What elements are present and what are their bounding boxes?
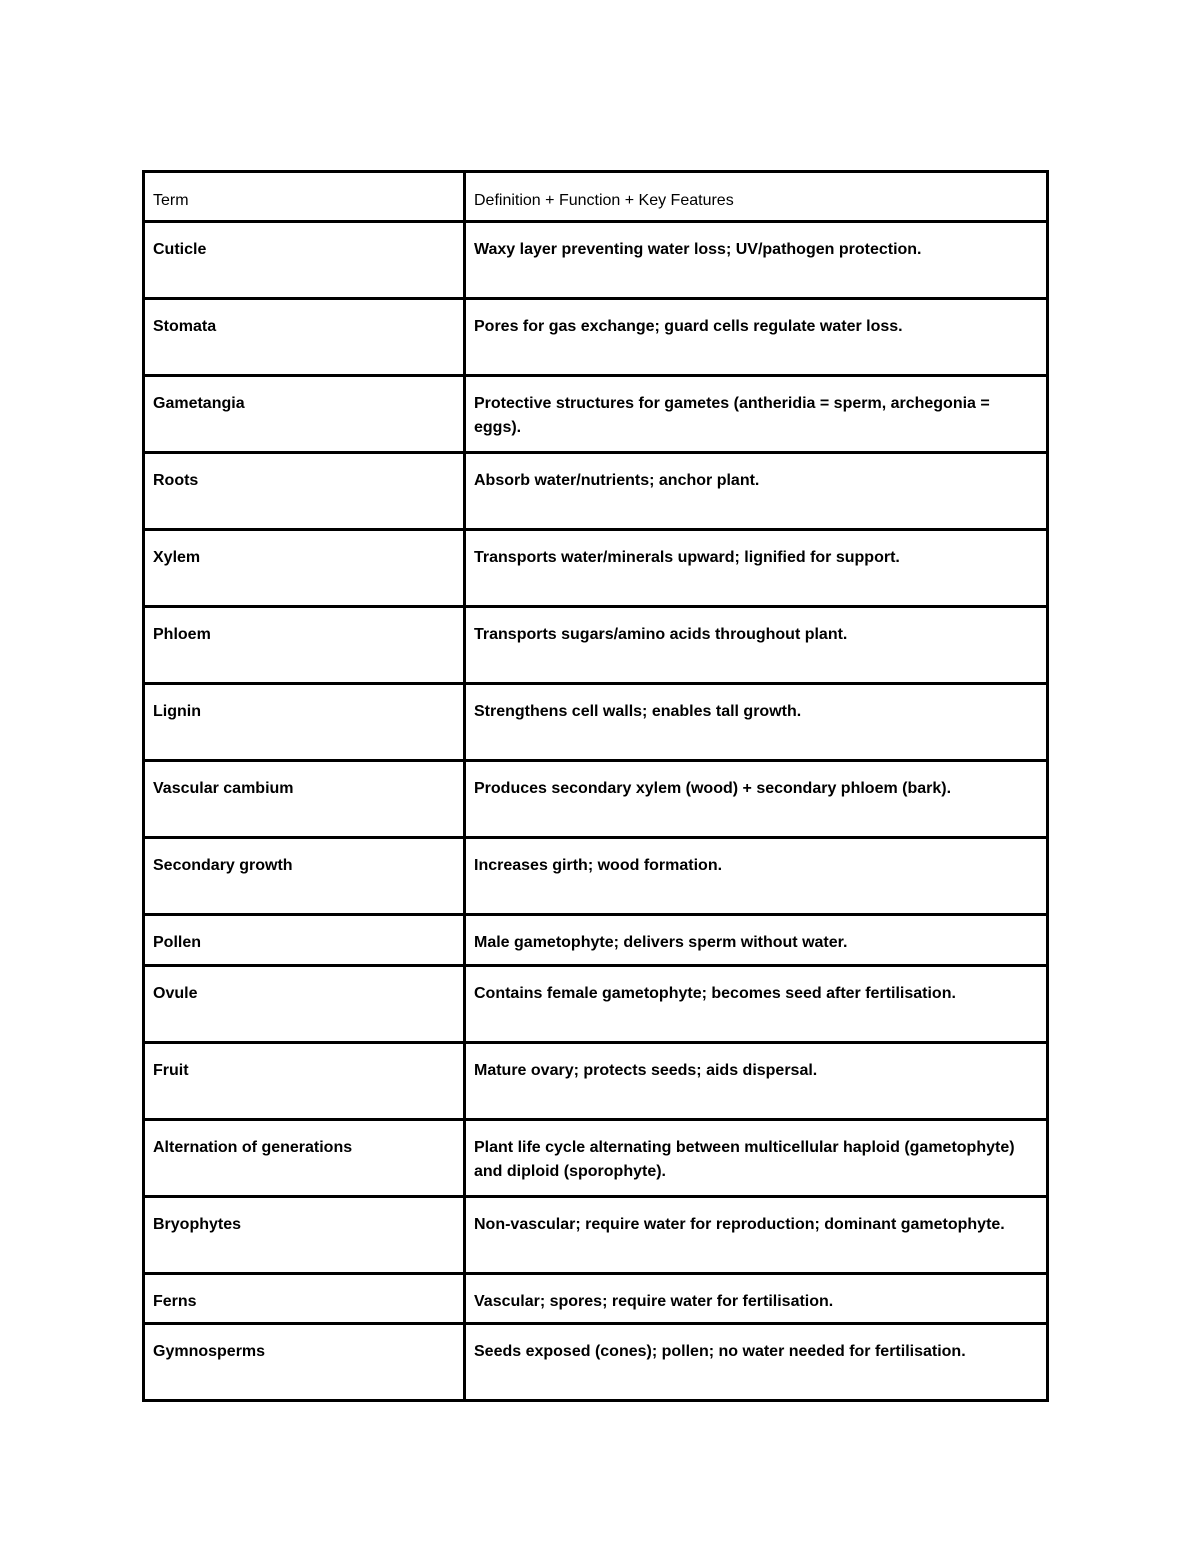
term-cell: Bryophytes [144,1197,465,1274]
term-cell: Phloem [144,607,465,684]
definition-cell: Non-vascular; require water for reproduction; dominant gametophyte. [465,1197,1048,1274]
term-cell: Gametangia [144,376,465,453]
term-cell: Vascular cambium [144,761,465,838]
definition-cell: Male gametophyte; delivers sperm without water. [465,915,1048,966]
table-row [144,838,1048,915]
table-row [144,1324,1048,1401]
definition-cell: Contains female gametophyte; becomes seed after fertilisation. [465,966,1048,1043]
header-term: Term [144,172,465,222]
table-row [144,222,1048,299]
table-row [144,299,1048,376]
term-cell: Stomata [144,299,465,376]
glossary-table [142,170,1049,1402]
table-row [144,761,1048,838]
term-cell: Gymnosperms [144,1324,465,1401]
definition-cell: Waxy layer preventing water loss; UV/pathogen protection. [465,222,1048,299]
term-cell: Pollen [144,915,465,966]
definition-cell: Seeds exposed (cones); pollen; no water needed for fertilisation. [465,1324,1048,1401]
term-cell: Ferns [144,1274,465,1324]
definition-cell: Strengthens cell walls; enables tall growth. [465,684,1048,761]
table-row [144,1120,1048,1197]
definition-cell: Vascular; spores; require water for fertilisation. [465,1274,1048,1324]
term-cell: Fruit [144,1043,465,1120]
term-cell: Lignin [144,684,465,761]
definition-cell: Increases girth; wood formation. [465,838,1048,915]
table-row [144,1043,1048,1120]
table-row [144,1197,1048,1274]
definition-cell: Mature ovary; protects seeds; aids dispersal. [465,1043,1048,1120]
table-row [144,607,1048,684]
term-cell: Roots [144,453,465,530]
table-row [144,1274,1048,1324]
definition-cell: Absorb water/nutrients; anchor plant. [465,453,1048,530]
table-row [144,966,1048,1043]
definition-cell: Pores for gas exchange; guard cells regulate water loss. [465,299,1048,376]
term-cell: Alternation of generations [144,1120,465,1197]
definition-cell: Produces secondary xylem (wood) + secondary phloem (bark). [465,761,1048,838]
definition-cell: Transports water/minerals upward; lignified for support. [465,530,1048,607]
table-header-row [144,172,1048,222]
header-definition: Definition + Function + Key Features [465,172,1048,222]
definition-cell: Transports sugars/amino acids throughout plant. [465,607,1048,684]
table-row [144,453,1048,530]
table-row [144,376,1048,453]
term-cell: Xylem [144,530,465,607]
term-cell: Secondary growth [144,838,465,915]
term-cell: Cuticle [144,222,465,299]
table-row [144,915,1048,966]
table-row [144,530,1048,607]
term-cell: Ovule [144,966,465,1043]
table-row [144,684,1048,761]
definition-cell: Protective structures for gametes (antheridia = sperm, archegonia = eggs). [465,376,1048,453]
definition-cell: Plant life cycle alternating between multicellular haploid (gametophyte) and diploid (sporophyte). [465,1120,1048,1197]
